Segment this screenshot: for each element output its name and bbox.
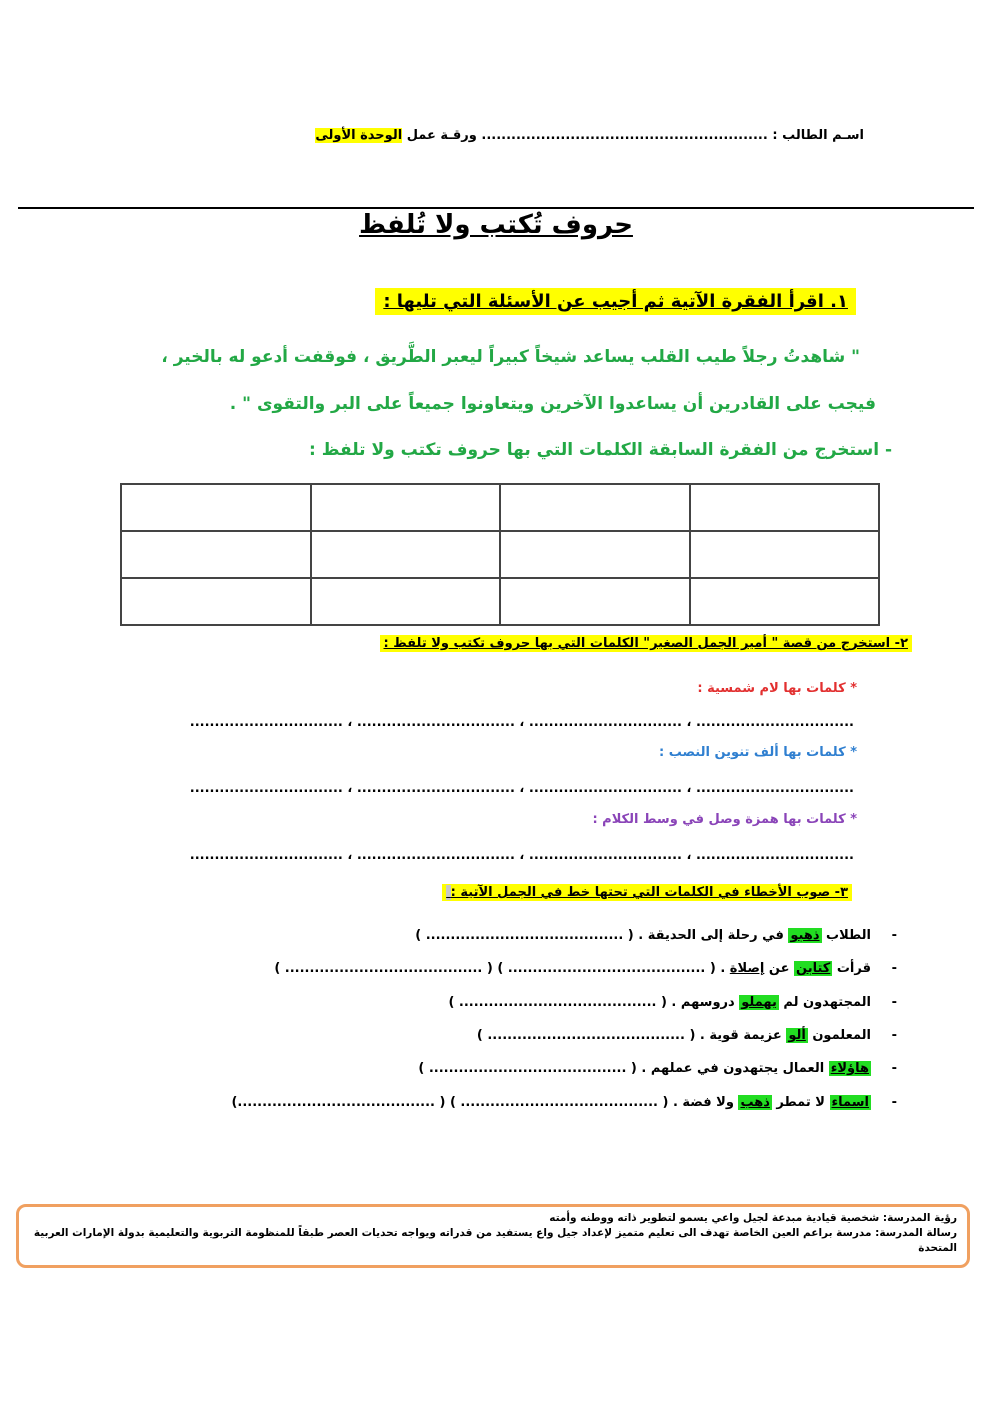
- correction-sentence: [274, 961, 897, 976]
- answer-blank[interactable]: عزيمة قوية . ( ........................................ ): [476, 1028, 787, 1043]
- correction-sentence: [477, 1028, 897, 1043]
- paragraph-line-2: فيجب على القادرين أن يساعدوا الآخرين ويتعاونوا جميعاً على البر والتقوى " .: [229, 394, 876, 414]
- bullet: -: [891, 1095, 897, 1110]
- page-title-text: حروف تُكتب ولا تُلفظ: [359, 210, 633, 240]
- answer-line-1[interactable]: ................................ ، ............................... ، ................................ ، ...............................: [189, 715, 854, 730]
- header-divider: [18, 207, 974, 209]
- bullet: -: [891, 961, 897, 976]
- grid-cell[interactable]: [500, 531, 690, 578]
- grid-cell[interactable]: [690, 578, 880, 625]
- sentence-text: قرأت: [832, 961, 871, 976]
- error-word: اسماء: [831, 1095, 869, 1110]
- bullet: -: [891, 1028, 897, 1043]
- answer-blank[interactable]: . ( ........................................ ) ( ........................................ ): [274, 961, 730, 976]
- grid-cell[interactable]: [121, 484, 311, 531]
- correction-sentence: [415, 928, 897, 943]
- question-3-heading-text: ٣- صوب الأخطاء في الكلمات التي تحتها خط في الجمل الآتية :: [450, 885, 848, 900]
- error-word: ذهبو: [790, 928, 820, 943]
- question-1-heading: ١. اقرأ الفقرة الآتية ثم أجيب عن الأسئلة التي تليها :: [375, 288, 856, 315]
- grid-row: [121, 484, 879, 531]
- correction-sentence: [448, 995, 897, 1010]
- grid-cell[interactable]: [311, 578, 501, 625]
- question-3-heading: [442, 884, 852, 901]
- grid-cell[interactable]: [121, 531, 311, 578]
- grid-cell[interactable]: [500, 484, 690, 531]
- school-vision: رؤية المدرسة: شخصية قيادية مبدعة لجيل واعي يسمو لتطوير ذاته ووطنه وأمته: [549, 1212, 957, 1224]
- grid-cell[interactable]: [121, 578, 311, 625]
- worksheet-label: ورقـة عمل: [406, 128, 477, 143]
- correction-sentence: [418, 1061, 897, 1076]
- grid-cell[interactable]: [311, 484, 501, 531]
- answer-line-3[interactable]: ................................ ، ............................... ، ................................ ، ...............................: [189, 848, 854, 863]
- error-word: ذهب: [740, 1095, 770, 1110]
- student-label: اسـم الطالب :: [772, 128, 864, 143]
- sentence-text: المعلمون: [807, 1028, 871, 1043]
- error-word: يهملو: [741, 995, 777, 1010]
- unit-label: الوحدة الأولى: [315, 128, 403, 143]
- school-mission: رسالة المدرسة: مدرسة براعم العين الخاصة تهدف الى تعليم متميز لإعداد جيل واع يستفيد من قدراته ويواجه تحديات العصر طبقاً للمنظومة التربوية والتعليمية بدولة الإمارات العربية المتحدة: [33, 1227, 957, 1254]
- grid-cell[interactable]: [690, 531, 880, 578]
- category-tanween-alif: * كلمات بها ألف تنوين النصب :: [659, 745, 857, 760]
- error-word: ألو: [788, 1028, 806, 1043]
- sentence-text: لا تمطر: [771, 1095, 830, 1110]
- grid-row: [121, 578, 879, 625]
- grid-cell[interactable]: [500, 578, 690, 625]
- answer-blank[interactable]: في رحلة إلى الحديقة . ( ........................................ ): [415, 928, 789, 943]
- category-hamzat-wasl: * كلمات بها همزة وصل في وسط الكلام :: [592, 812, 857, 827]
- answer-blank[interactable]: العمال يجتهدون في عملهم . ( ........................................ ): [418, 1061, 829, 1076]
- sentence-text: الطلاب: [821, 928, 871, 943]
- grid-cell[interactable]: [690, 484, 880, 531]
- grid-cell[interactable]: [311, 531, 501, 578]
- answer-grid: [120, 483, 880, 626]
- page-title: [0, 210, 992, 240]
- question-2-heading: ٢- استخرج من قصة " أمير الجمل الصغير" الكلمات التي بها حروف تكتب ولا تلفظ :: [380, 635, 912, 652]
- paragraph-line-1: " شاهدتُ رجلاً طيب القلب يساعد شيخاً كبيراً ليعبر الطَّريق ، فوقفت أدعو له بالخير ،: [161, 347, 860, 367]
- error-word: هاؤلاء: [830, 1061, 869, 1076]
- bullet: -: [891, 1061, 897, 1076]
- correction-sentence: [231, 1095, 897, 1110]
- bullet: -: [891, 995, 897, 1010]
- answer-line-2[interactable]: ................................ ، ............................... ، ................................ ، ...............................: [189, 781, 854, 796]
- question-1-instruction: - استخرج من الفقرة السابقة الكلمات التي بها حروف تكتب ولا تلفظ :: [309, 440, 892, 460]
- bullet: -: [891, 928, 897, 943]
- error-word: كتابن: [796, 961, 831, 976]
- header-line: [315, 128, 864, 143]
- student-name-field[interactable]: ..........................................................: [481, 128, 768, 143]
- grid-row: [121, 531, 879, 578]
- school-footer: [16, 1204, 970, 1268]
- sentence-text: المجتهدون لم: [778, 995, 871, 1010]
- sentence-text: عن: [764, 961, 795, 976]
- answer-blank[interactable]: دروسهم . ( ........................................ ): [448, 995, 740, 1010]
- error-word: إصلاة: [729, 961, 765, 976]
- category-shamsi-lam: * كلمات بها لام شمسية :: [697, 681, 857, 696]
- answer-blank[interactable]: ولا فضة . ( ........................................ ) ( ........................................): [231, 1095, 739, 1110]
